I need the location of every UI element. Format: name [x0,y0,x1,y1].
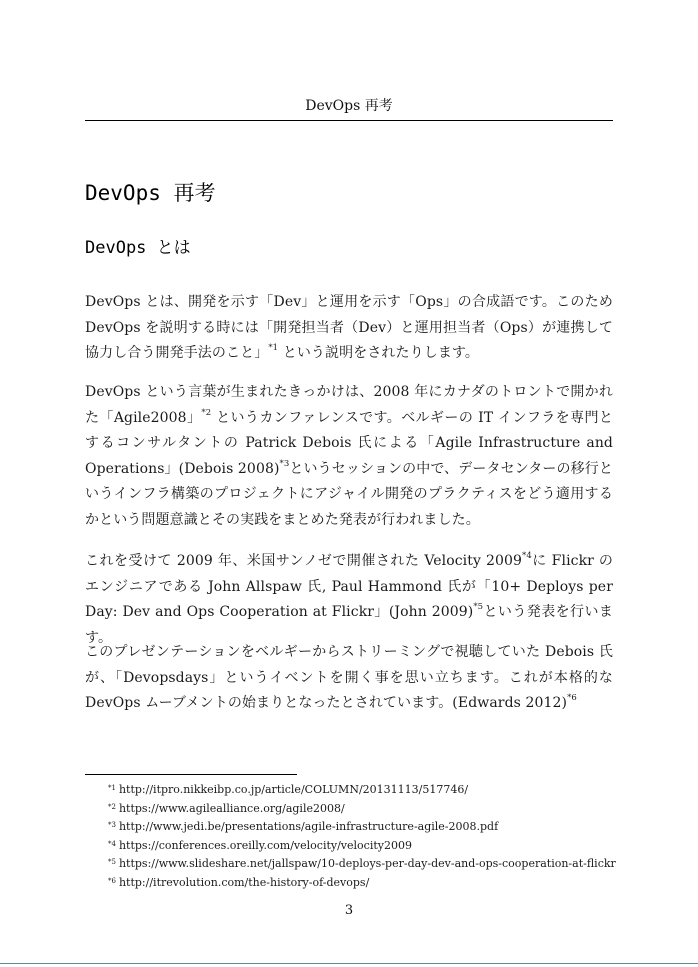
footnote-ref[interactable]: *3 [279,458,290,469]
footnote-url[interactable]: https://conferences.oreilly.com/velocity/velocity2009 [118,838,412,852]
running-header: DevOps 再考 [305,98,393,114]
footnote-item [108,854,616,873]
paragraph-text: DevOps という言葉が生まれたきっかけは、2008 年にカナダのトロントで開かれた「Agile2008」 [85,384,613,426]
paragraph-text: DevOps とは、開発を示す「Dev」と運用を示す「Ops」の合成語です。このため DevOps を説明する時には「開発担当者（Dev）と運用担当者（Ops）が連携して協力し合う開発手法のこと」 [85,294,613,361]
footnote-ref[interactable]: *2 [201,407,212,418]
footnote-list [108,780,616,891]
paragraph-text: これを受けて 2009 年、米国サンノゼで開催された Velocity 2009 [85,553,522,569]
footnote-item [108,799,613,818]
footnote-ref[interactable]: *1 [268,343,279,354]
footnote-mark: *5 [108,858,116,866]
footnote-item [108,836,613,855]
paragraph-text: に Flickr のエンジニアである John Allspaw 氏, Paul Hammond 氏が「10+ Deploys per Day: Dev and Ops Cooperation at Flickr」(John 2009) [85,553,614,620]
footnote-url[interactable]: http://itpro.nikkeibp.co.jp/article/COLUMN/20131113/517746/ [118,783,469,796]
footnote-url[interactable]: https://www.slideshare.net/jallspaw/10-deploys-per-day-dev-and-ops-cooperation-at-flickr [118,857,616,870]
chapter-title: DevOps 再考 [85,181,216,205]
footnote-url[interactable]: http://itrevolution.com/the-history-of-devops/ [118,875,370,889]
paragraph-text: というセッションの中で、データセンターの移行というインフラ構築のプロジェクトにアジャイル開発のプラクティスをどう適用するかという問題意識とその実践をまとめた発表が行われました。 [85,460,613,528]
footnote-ref[interactable]: *5 [473,602,484,613]
page-bottom-border [0,963,698,964]
footnote-item [108,873,613,892]
header-divider [85,120,613,121]
paragraph-text: という発表を行います。 [85,604,614,646]
section-title: DevOps とは [85,238,191,258]
paragraph-text: という説明をされたりします。 [278,345,480,361]
footnote-mark: *6 [108,876,116,885]
footnote-mark: *1 [108,784,116,792]
footnote-mark: *2 [108,802,116,811]
footnote-item [108,780,613,799]
footnote-mark: *4 [108,839,116,848]
footnote-item [108,817,613,836]
paragraph-text: このプレゼンテーションをベルギーからストリーミングで視聴していた Debois 氏が、「Devopsdays」というイベントを開く事を思い立ちます。これが本格的な DevOps ムーブメントの始まりとなったとされています。(Edwards 2012) [85,644,613,711]
footnote-url[interactable]: https://www.agilealliance.org/agile2008/ [118,801,345,815]
paragraph-devopsdays [85,640,613,717]
footnote-mark: *3 [108,821,116,829]
paragraph-devops-origin [85,380,613,533]
footnote-ref[interactable]: *4 [521,551,532,562]
footnote-ref[interactable]: *6 [567,693,577,704]
paragraph-devops-definition [85,290,613,367]
page-number: 3 [344,903,354,918]
paragraph-velocity-2009 [85,549,613,651]
paragraph-text: というカンファレンスです。ベルギーの IT インフラを専門とするコンサルタントの Patrick Debois 氏による「Agile Infrastructure and Operations」(Debois 2008) [85,409,613,477]
footnote-url[interactable]: http://www.jedi.be/presentations/agile-infrastructure-agile-2008.pdf [118,820,499,833]
footnote-divider [85,774,297,775]
